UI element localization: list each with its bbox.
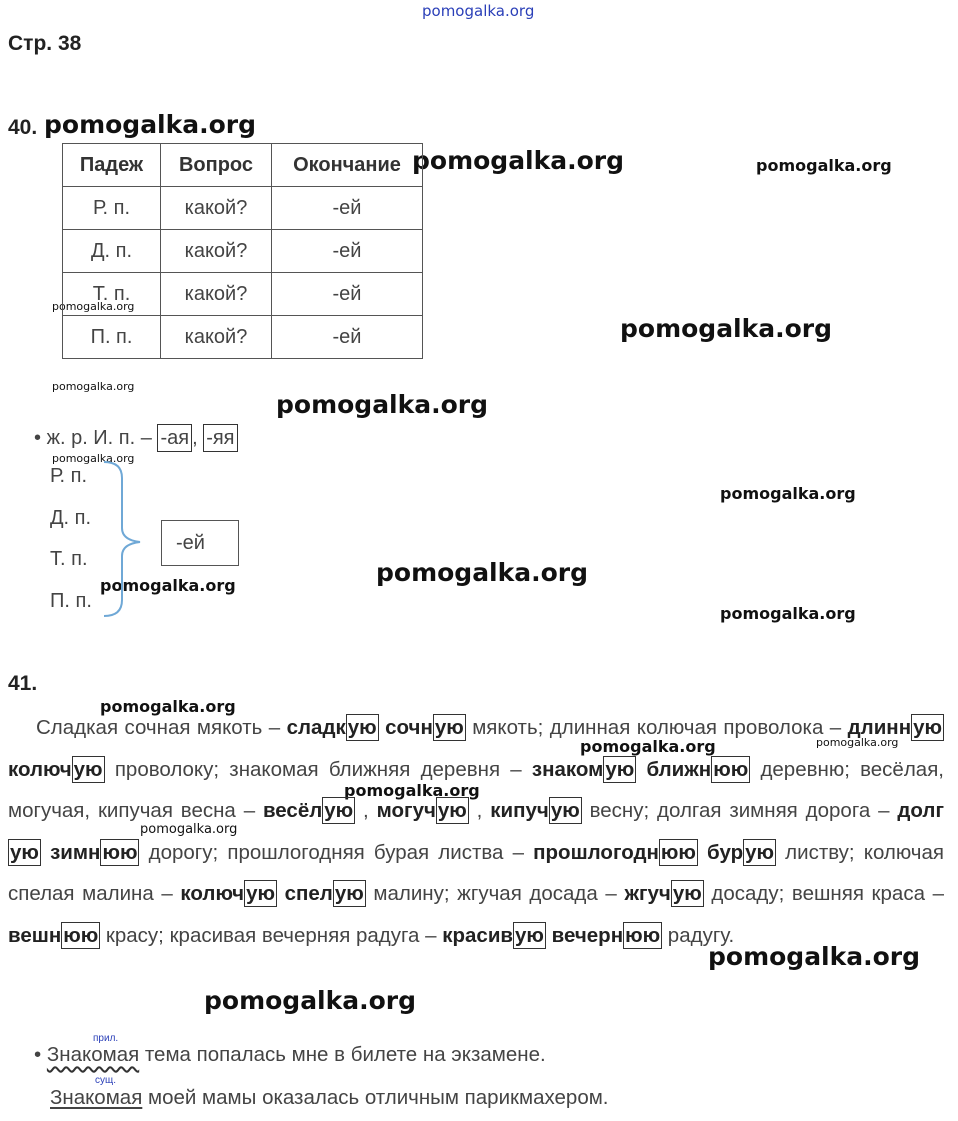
table-cell: какой? — [161, 316, 272, 359]
curly-brace-icon — [100, 458, 146, 620]
table-row — [63, 230, 423, 273]
watermark: pomogalka.org — [52, 380, 135, 393]
watermark: pomogalka.org — [708, 942, 921, 971]
ending-box: ую — [550, 799, 580, 822]
word-stem: весёл — [262, 799, 323, 822]
text-segment — [41, 841, 50, 864]
underlined-word: Знакомая — [46, 1043, 140, 1066]
table-row — [63, 273, 423, 316]
watermark: pomogalka.org — [204, 986, 417, 1015]
word-stem: знаком — [531, 757, 604, 781]
ending-box: -яя — [203, 424, 237, 452]
sentence-text: моей мамы оказалась отличным парикмахером. — [142, 1086, 609, 1109]
word-stem: сочн — [385, 716, 433, 739]
sentence-text: тема попалась мне в билете на экзамене. — [139, 1043, 546, 1066]
table-cell: Т. п. — [63, 273, 161, 316]
feminine-nominative-line — [34, 424, 238, 452]
table-cell: какой? — [161, 273, 272, 316]
watermark: pomogalka.org — [720, 604, 856, 623]
page-title: Стр. 38 — [8, 32, 82, 55]
text-segment: весну; долгая зимняя дорога – — [581, 799, 898, 822]
watermark: pomogalka.org — [816, 736, 899, 749]
word-stem: бур — [707, 840, 744, 864]
bullet-marker: • — [34, 427, 42, 449]
ending-box: -ая — [157, 424, 192, 452]
example-sentence — [50, 1086, 609, 1110]
watermark: pomogalka.org — [580, 737, 716, 756]
watermark: pomogalka.org — [412, 146, 625, 175]
word-stem: длинн — [847, 716, 912, 739]
word-stem: могуч — [376, 799, 436, 822]
text-segment — [698, 841, 707, 864]
text-segment: Сладкая сочная мякоть – — [36, 716, 287, 739]
word-stem: колюч — [8, 757, 72, 781]
watermark: pomogalka.org — [52, 300, 135, 313]
task41-paragraph — [8, 707, 944, 956]
word-stem: колюч — [180, 882, 245, 905]
text-segment: дорогу; прошлогодняя бурая листва – — [139, 840, 534, 864]
text-segment: досаду; вешняя краса – — [703, 882, 944, 905]
ending-box: ую — [347, 716, 377, 739]
separator: , — [192, 427, 198, 449]
text-segment: красу; красивая вечерняя радуга – — [100, 923, 443, 947]
ending-box: юю — [713, 757, 749, 781]
table-header-row — [63, 144, 423, 187]
watermark: pomogalka.org — [720, 484, 856, 503]
watermark: pomogalka.org — [344, 781, 480, 800]
text-segment: малину; жгучая досада – — [365, 882, 625, 905]
word-stem: сладк — [286, 716, 346, 739]
bullet-marker: • — [34, 1043, 42, 1066]
word-stem: долг — [897, 799, 944, 822]
common-ending-box: -ей — [161, 520, 239, 566]
ending-box: ую — [515, 923, 544, 947]
word-stem: ближн — [646, 757, 712, 781]
ending-box: ую — [605, 757, 635, 781]
watermark: pomogalka.org — [276, 390, 489, 419]
ending-box: ую — [10, 840, 39, 864]
ending-box: ую — [672, 882, 702, 905]
table-cell: Р. п. — [63, 187, 161, 230]
table-row — [63, 187, 423, 230]
part-of-speech-tag: сущ. — [95, 1075, 117, 1086]
word-stem: прошлогодн — [533, 840, 659, 864]
text-segment: деревню; весёлая, могучая, кипучая весна – — [8, 757, 944, 822]
word-stem: вешн — [8, 923, 62, 947]
watermark: pomogalka.org — [376, 558, 589, 587]
text-segment: , — [468, 799, 491, 822]
task-number: 41. — [8, 672, 38, 695]
ending-box: ую — [246, 882, 275, 905]
table-cell: какой? — [161, 230, 272, 273]
ending-box: ую — [913, 716, 942, 739]
ending-box: юю — [625, 923, 661, 947]
case-label: П. п. — [50, 590, 92, 612]
watermark: pomogalka.org — [756, 156, 892, 175]
word-stem: красив — [442, 923, 514, 947]
table-header: Падеж — [63, 144, 161, 187]
text-segment: листву; колючая спелая малина – — [8, 840, 944, 905]
table-cell: -ей — [272, 316, 423, 359]
table-cell: какой? — [161, 187, 272, 230]
case-label: Т. п. — [50, 548, 88, 570]
text-segment: радугу. — [662, 923, 735, 947]
text-segment: , — [355, 799, 377, 822]
watermark: pomogalka.org — [44, 110, 257, 139]
table-cell: -ей — [272, 230, 423, 273]
case-label: Р. п. — [50, 465, 88, 487]
table-cell: П. п. — [63, 316, 161, 359]
case-table — [62, 143, 423, 359]
table-cell: Д. п. — [63, 230, 161, 273]
word-stem: кипуч — [490, 799, 549, 822]
ending-box: ую — [334, 882, 364, 905]
underlined-word: Знакомая — [50, 1086, 143, 1109]
word-stem: спел — [284, 882, 333, 905]
word-stem: вечерн — [551, 923, 624, 947]
ending-box: юю — [63, 923, 99, 947]
ending-box: ую — [73, 757, 103, 781]
watermark: pomogalka.org — [140, 822, 238, 837]
bullet-prefix: ж. р. И. п. – — [46, 427, 152, 449]
table-row — [63, 316, 423, 359]
ending-box: ую — [434, 716, 464, 739]
watermark: pomogalka.org — [620, 314, 833, 343]
part-of-speech-tag: прил. — [93, 1033, 119, 1044]
text-segment — [636, 758, 646, 781]
text-segment — [277, 882, 285, 905]
text-segment: мякоть; длинная колючая проволока – — [465, 716, 848, 739]
watermark: pomogalka.org — [422, 2, 535, 20]
table-header: Вопрос — [161, 144, 272, 187]
table-cell: -ей — [272, 187, 423, 230]
ending-box: юю — [102, 840, 138, 864]
task-number: 40. — [8, 116, 38, 139]
case-label: Д. п. — [50, 507, 92, 529]
ending-box: ую — [437, 799, 467, 822]
watermark: pomogalka.org — [100, 576, 236, 595]
text-segment: проволоку; знакомая ближняя деревня – — [104, 757, 532, 781]
watermark: pomogalka.org — [100, 697, 236, 716]
ending-box: ую — [324, 799, 354, 822]
word-stem: зимн — [50, 840, 101, 864]
ending-box: ую — [745, 840, 775, 864]
ending-box: юю — [660, 840, 696, 864]
table-cell: -ей — [272, 273, 423, 316]
word-stem: жгуч — [624, 882, 671, 905]
table-header: Окончание — [272, 144, 423, 187]
watermark: pomogalka.org — [52, 452, 135, 465]
example-sentence — [34, 1043, 546, 1067]
